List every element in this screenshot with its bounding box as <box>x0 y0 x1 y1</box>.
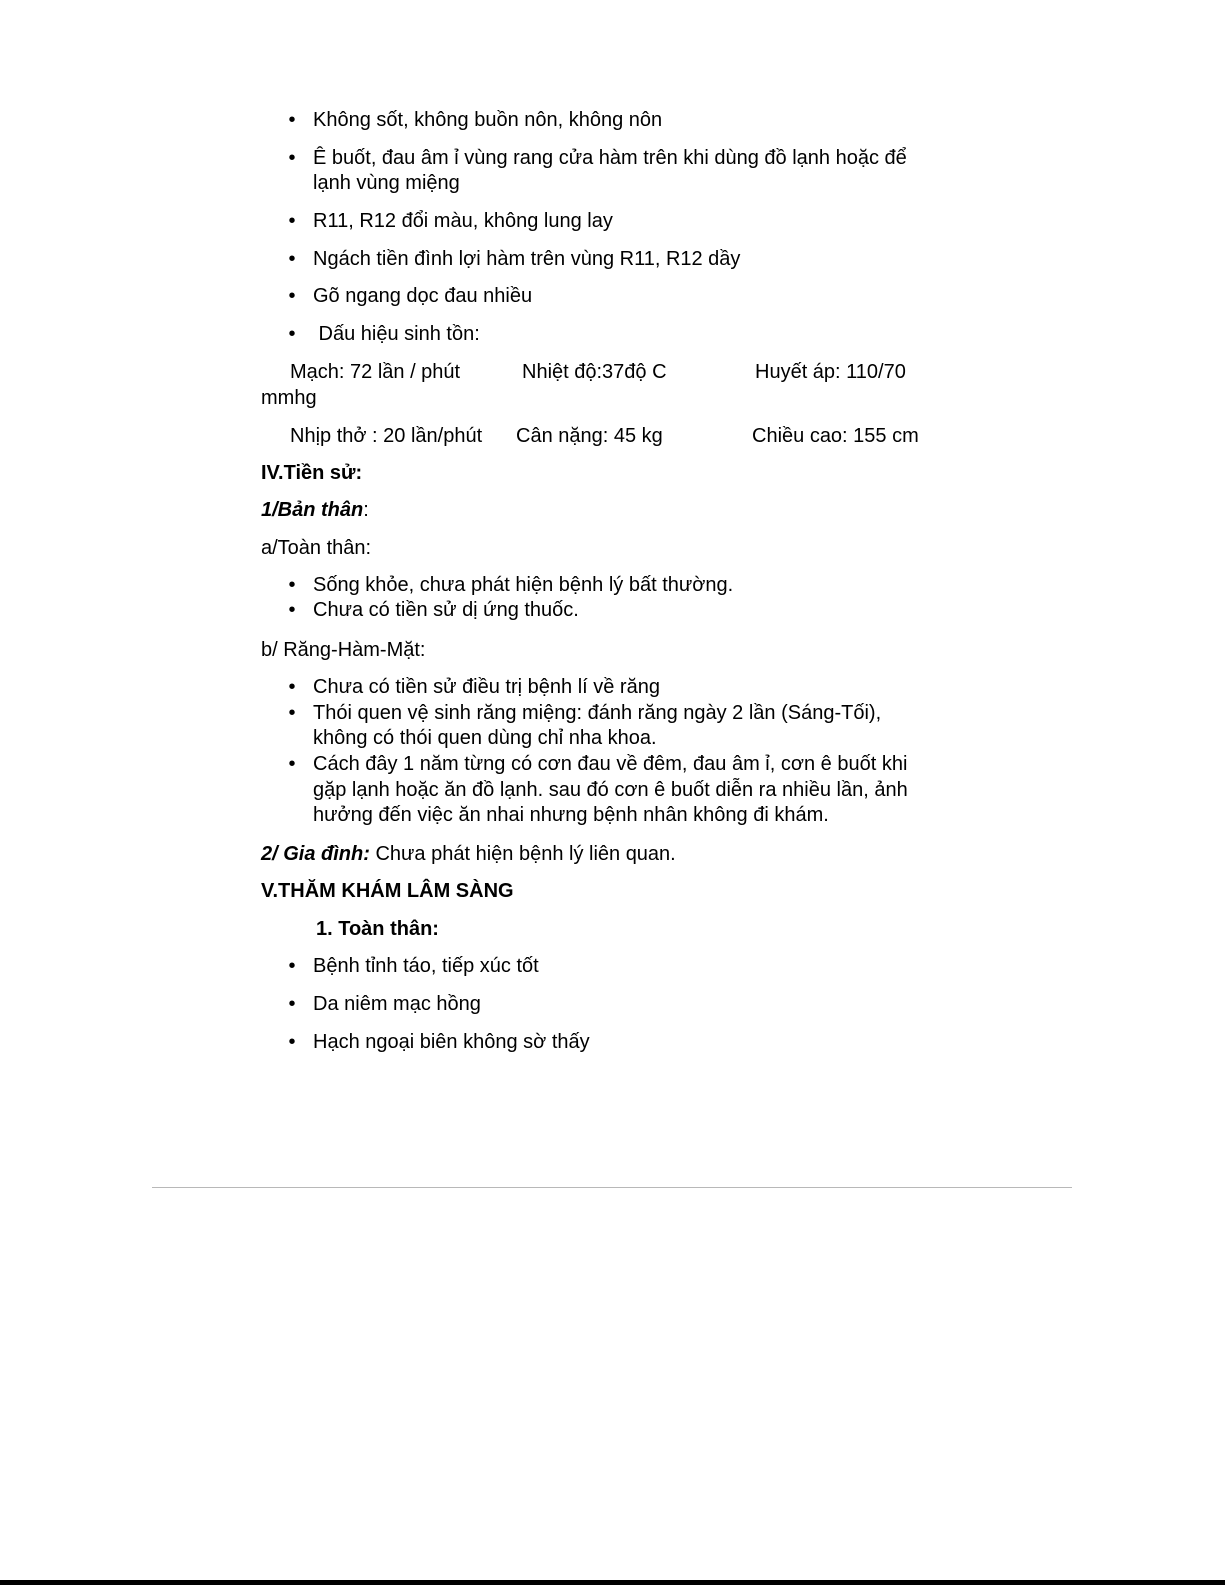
subheading-self-colon: : <box>363 499 369 521</box>
vital-temperature: Nhiệt độ:37độ C <box>522 361 667 383</box>
family-history-text: Chưa phát hiện bệnh lý liên quan. <box>369 843 676 865</box>
bullet-icon: • <box>288 248 296 270</box>
bullet-icon: • <box>288 955 296 977</box>
bullet-icon: • <box>288 109 296 131</box>
bullet-icon: • <box>288 147 296 169</box>
dental-history-item: Cách đây 1 năm từng có cơn đau về đêm, đau âm ỉ, cơn ê buốt khi <box>313 753 908 775</box>
symptom-item: Ê buốt, đau âm ỉ vùng rang cửa hàm trên khi dùng đồ lạnh hoặc để <box>313 147 907 169</box>
symptom-item: Ngách tiền đình lợi hàm trên vùng R11, R12 dầy <box>313 248 741 270</box>
page-bottom-edge <box>0 1580 1225 1585</box>
subheading-self <box>261 498 369 523</box>
symptom-item: R11, R12 đổi màu, không lung lay <box>313 210 613 232</box>
bullet-icon: • <box>288 1031 296 1053</box>
vital-blood-pressure: Huyết áp: 110/70 <box>755 361 906 383</box>
exam-item: Bệnh tỉnh táo, tiếp xúc tốt <box>313 955 539 977</box>
family-history-label: 2/ Gia đình: <box>261 843 370 865</box>
subheading-self-label: 1/Bản thân <box>261 499 364 521</box>
dental-history-item-continued: gặp lạnh hoặc ăn đồ lạnh. sau đó cơn ê buốt diễn ra nhiều lần, ảnh <box>313 779 908 801</box>
symptom-item: Dấu hiệu sinh tồn: <box>313 323 480 345</box>
bullet-icon: • <box>288 323 296 345</box>
vital-bp-unit: mmhg <box>261 387 317 409</box>
bullet-icon: • <box>288 993 296 1015</box>
symptom-item: Không sốt, không buồn nôn, không nôn <box>313 109 663 131</box>
subheading-general: a/Toàn thân: <box>261 537 372 559</box>
exam-item: Da niêm mạc hồng <box>313 993 481 1015</box>
subheading-exam-general: 1. Toàn thân: <box>316 918 439 940</box>
family-history <box>261 842 676 867</box>
subheading-dental: b/ Răng-Hàm-Mặt: <box>261 639 426 661</box>
bullet-icon: • <box>288 599 296 621</box>
dental-history-item: Thói quen vệ sinh răng miệng: đánh răng ngày 2 lần (Sáng-Tối), <box>313 702 882 724</box>
bullet-icon: • <box>288 285 296 307</box>
dental-history-item-continued: không có thói quen dùng chỉ nha khoa. <box>313 727 657 749</box>
general-history-item: Chưa có tiền sử dị ứng thuốc. <box>313 599 579 621</box>
dental-history-item-continued: hưởng đến việc ăn nhai nhưng bệnh nhân không đi khám. <box>313 804 829 826</box>
symptom-item: Gõ ngang dọc đau nhiều <box>313 285 533 307</box>
general-history-item: Sống khỏe, chưa phát hiện bệnh lý bất thường. <box>313 574 734 596</box>
section-heading-history: IV.Tiền sử: <box>261 462 363 484</box>
symptom-item-continued: lạnh vùng miệng <box>313 172 460 194</box>
page-divider <box>152 1187 1072 1188</box>
bullet-icon: • <box>288 676 296 698</box>
vital-height: Chiều cao: 155 cm <box>752 425 919 447</box>
bullet-icon: • <box>288 702 296 724</box>
bullet-icon: • <box>288 574 296 596</box>
bullet-icon: • <box>288 210 296 232</box>
vital-pulse: Mạch: 72 lần / phút <box>290 361 461 383</box>
vital-weight: Cân nặng: 45 kg <box>516 425 663 447</box>
section-heading-exam: V.THĂM KHÁM LÂM SÀNG <box>261 880 514 902</box>
dental-history-item: Chưa có tiền sử điều trị bệnh lí về răng <box>313 676 660 698</box>
exam-item: Hạch ngoại biên không sờ thấy <box>313 1031 590 1053</box>
vital-respiration: Nhịp thở : 20 lần/phút <box>290 425 483 447</box>
bullet-icon: • <box>288 753 296 775</box>
